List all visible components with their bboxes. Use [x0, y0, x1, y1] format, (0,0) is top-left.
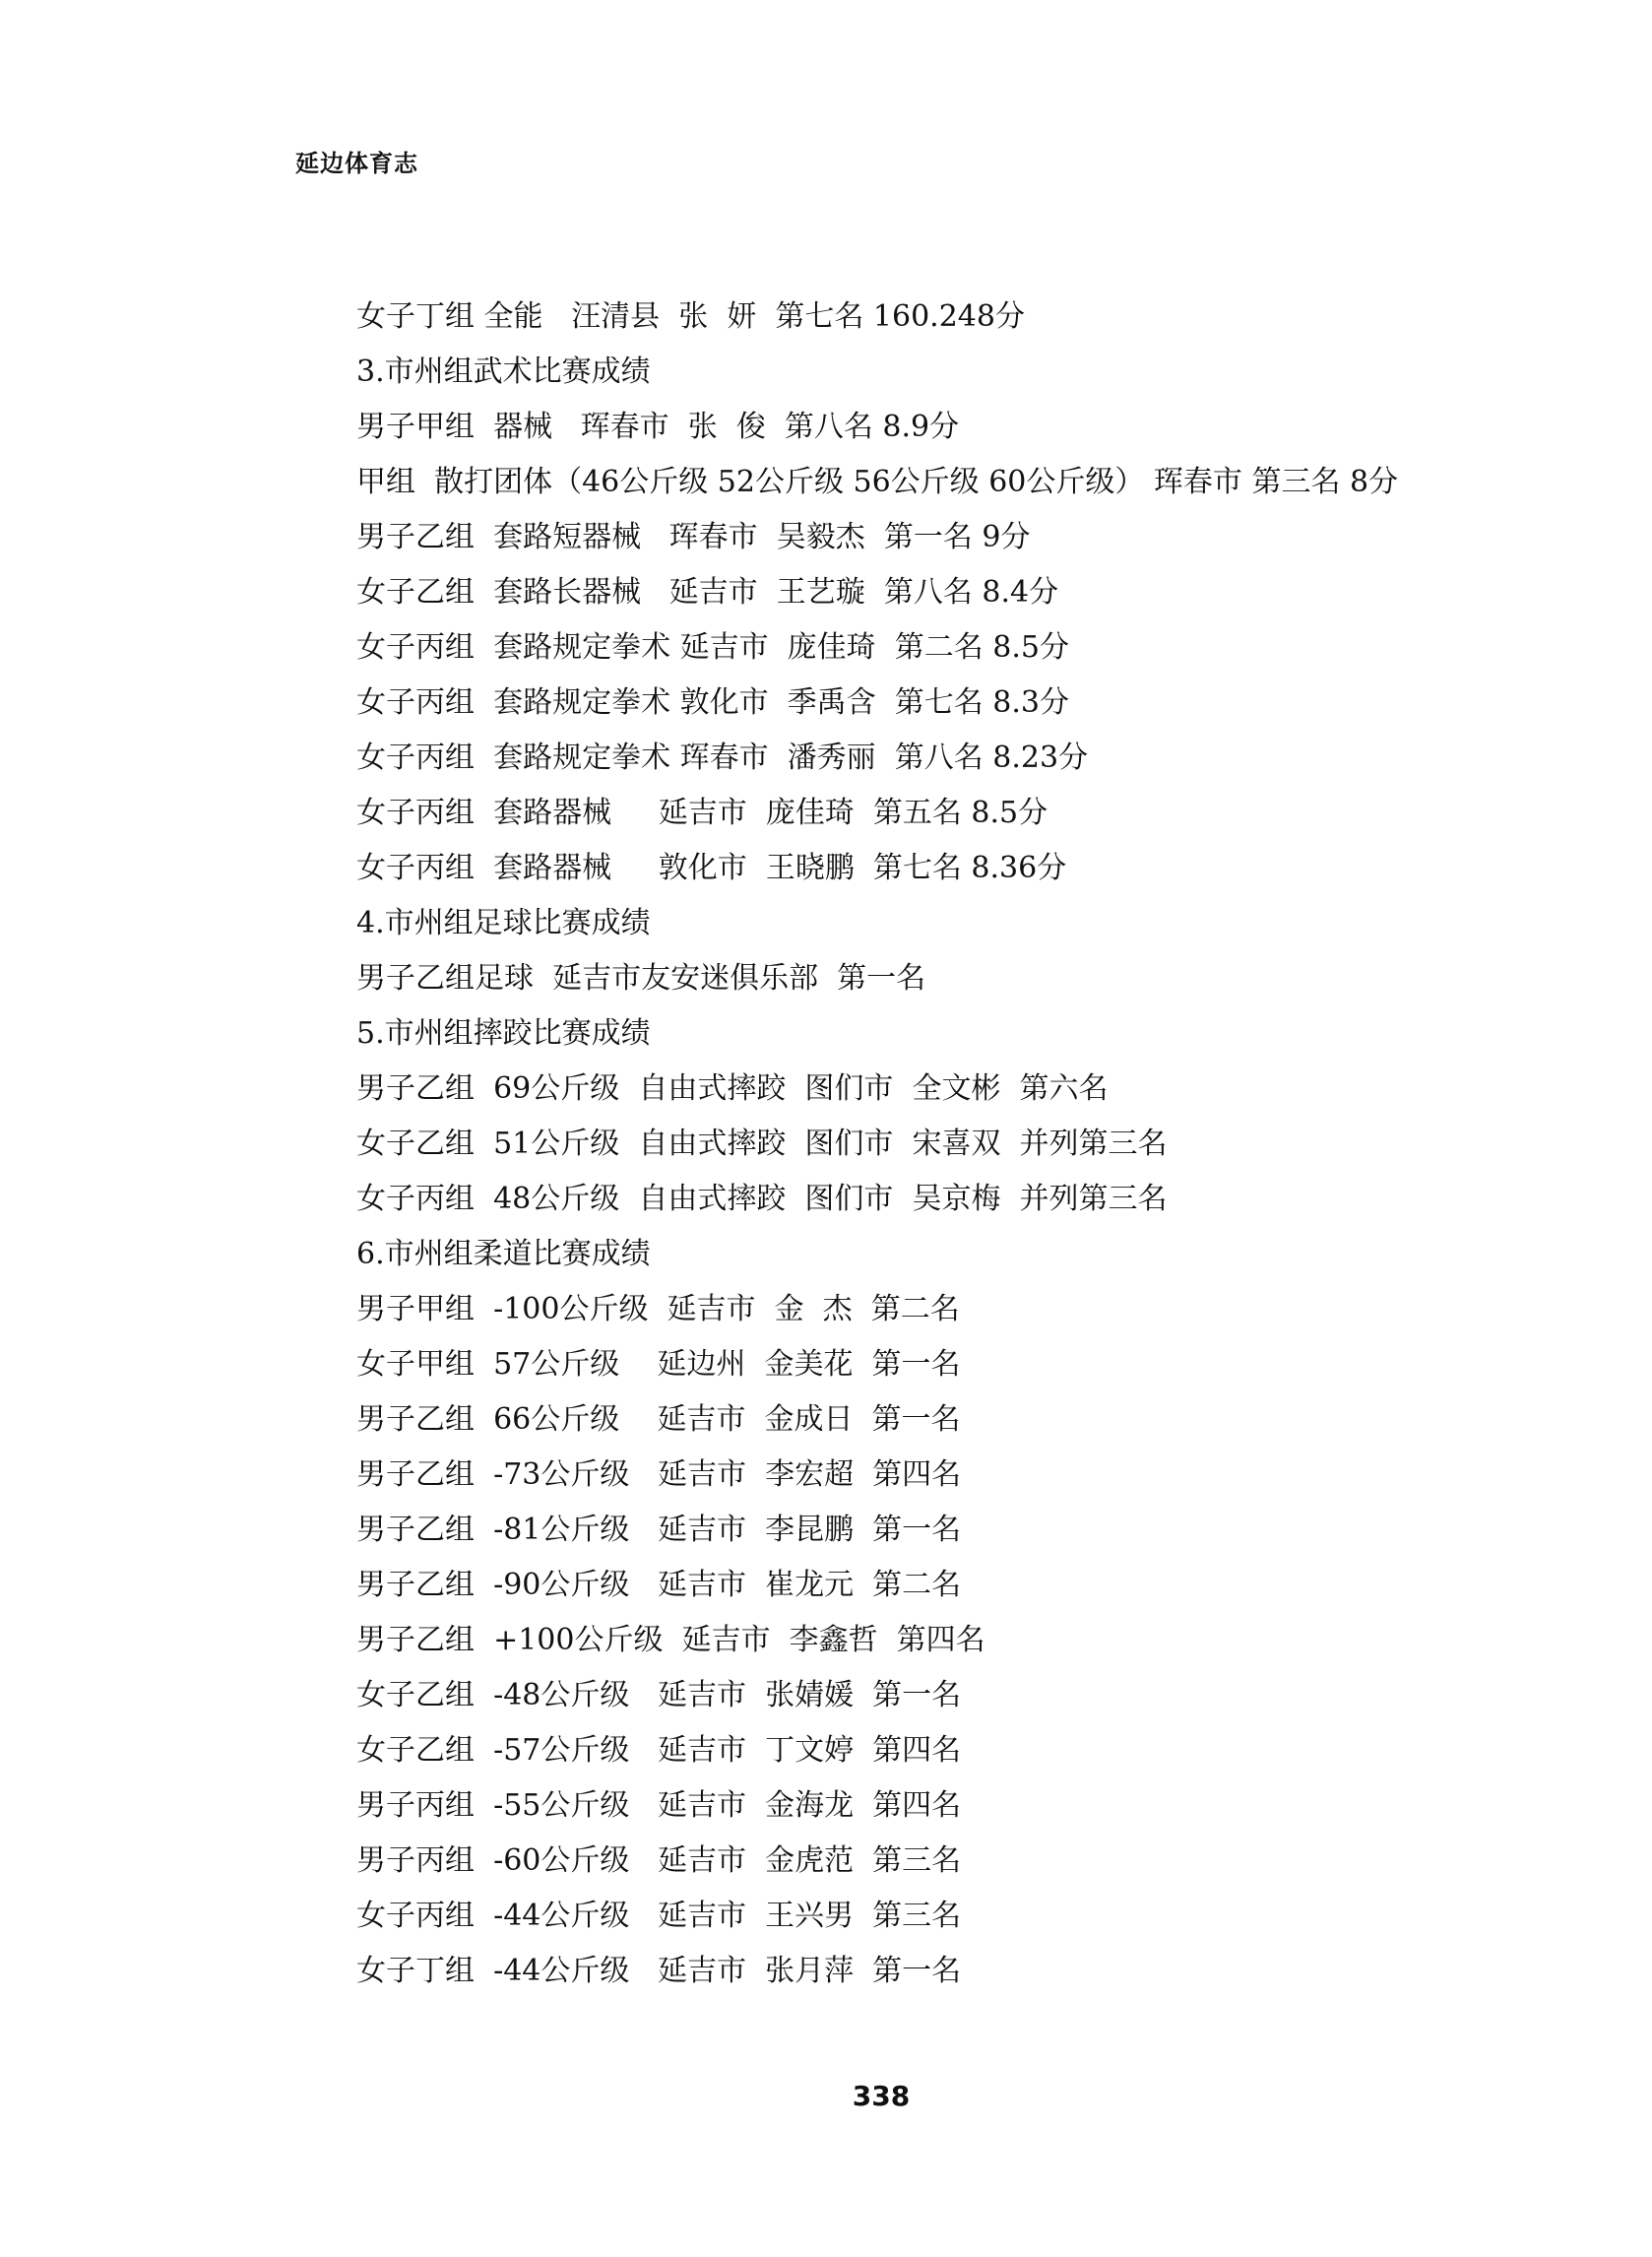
result-line: 男子丙组 -55公斤级 延吉市 金海龙 第四名 — [356, 1788, 962, 1823]
running-header: 延边体育志 — [295, 150, 418, 177]
result-line: 女子甲组 57公斤级 延边州 金美花 第一名 — [356, 1347, 961, 1382]
result-line: 男子乙组 66公斤级 延吉市 金成日 第一名 — [356, 1402, 961, 1437]
result-line: 男子乙组 -81公斤级 延吉市 李昆鹏 第一名 — [356, 1513, 962, 1547]
result-line: 女子丙组 套路规定拳术 珲春市 潘秀丽 第八名 8.23分 — [356, 741, 1089, 775]
result-line: 女子丁组 -44公斤级 延吉市 张月萍 第一名 — [356, 1954, 962, 1988]
result-line: 女子丙组 套路规定拳术 延吉市 庞佳琦 第二名 8.5分 — [356, 630, 1069, 665]
result-line: 女子乙组 套路长器械 延吉市 王艺璇 第八名 8.4分 — [356, 575, 1059, 610]
page-number: 338 — [852, 2080, 911, 2112]
result-line: 女子乙组 51公斤级 自由式摔跤 图们市 宋喜双 并列第三名 — [356, 1127, 1168, 1161]
result-line: 女子丙组 套路器械 延吉市 庞佳琦 第五名 8.5分 — [356, 796, 1048, 830]
result-line: 男子丙组 -60公斤级 延吉市 金虎范 第三名 — [356, 1843, 962, 1878]
result-line: 女子丙组 -44公斤级 延吉市 王兴男 第三名 — [356, 1899, 962, 1933]
result-line: 女子乙组 -48公斤级 延吉市 张婧媛 第一名 — [356, 1678, 962, 1712]
result-line: 男子乙组 +100公斤级 延吉市 李鑫哲 第四名 — [356, 1623, 985, 1657]
result-line: 女子丙组 套路器械 敦化市 王晓鹏 第七名 8.36分 — [356, 851, 1067, 885]
result-line: 男子乙组 -90公斤级 延吉市 崔龙元 第二名 — [356, 1568, 962, 1602]
section-heading: 3.市州组武术比赛成绩 — [356, 355, 651, 389]
result-line: 女子丁组 全能 汪清县 张 妍 第七名 160.248分 — [356, 299, 1025, 334]
result-line: 男子乙组 套路短器械 珲春市 吴毅杰 第一名 9分 — [356, 520, 1031, 554]
result-line: 女子丙组 套路规定拳术 敦化市 季禹含 第七名 8.3分 — [356, 685, 1069, 720]
result-line: 男子乙组 69公斤级 自由式摔跤 图们市 全文彬 第六名 — [356, 1071, 1109, 1106]
results-list — [356, 290, 1518, 1999]
section-heading: 6.市州组柔道比赛成绩 — [356, 1237, 651, 1271]
result-line: 男子乙组足球 延吉市友安迷俱乐部 第一名 — [356, 961, 926, 996]
result-line: 女子乙组 -57公斤级 延吉市 丁文婷 第四名 — [356, 1733, 962, 1768]
result-line: 女子丙组 48公斤级 自由式摔跤 图们市 吴京梅 并列第三名 — [356, 1182, 1168, 1216]
section-heading: 5.市州组摔跤比赛成绩 — [356, 1016, 651, 1051]
section-heading: 4.市州组足球比赛成绩 — [356, 906, 651, 940]
result-line: 男子甲组 -100公斤级 延吉市 金 杰 第二名 — [356, 1292, 960, 1326]
result-line: 甲组 散打团体（46公斤级 52公斤级 56公斤级 60公斤级） 珲春市 第三名 8分 — [356, 465, 1399, 499]
result-line: 男子乙组 -73公斤级 延吉市 李宏超 第四名 — [356, 1457, 962, 1492]
result-line: 男子甲组 器械 珲春市 张 俊 第八名 8.9分 — [356, 410, 960, 444]
